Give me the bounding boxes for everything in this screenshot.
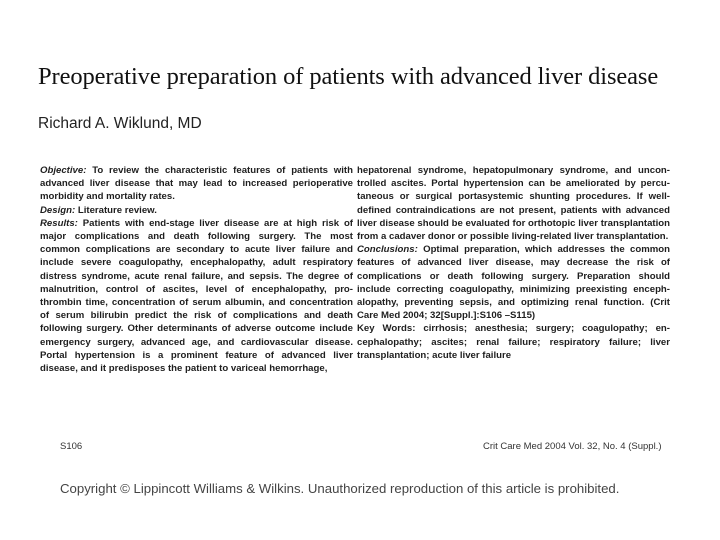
design-label: Design: <box>40 204 76 216</box>
design-paragraph <box>40 204 353 217</box>
design-text: Literature review. <box>75 204 157 216</box>
results-label: Results: <box>40 217 78 229</box>
conclusions-paragraph <box>357 243 670 322</box>
objective-text: To review the characteristic features of patients with advanced liver disease that may lead to increased perioperative morbidity and mortality rates. <box>40 165 353 203</box>
keywords-text: cirrhosis; anesthesia; surgery; coagulopathy; encephalopathy; ascites; renal failure; respiratory failure; liver transplantation; acute liver failure <box>357 323 670 361</box>
conclusions-text: Optimal preparation, which addresses the common features of advanced liver disease, may decrease the risk of complications or death following surgery. Preparation should include correcting coagulopathy, minimizing preexisting encephalopathy, preventing sepsis, and optimizing renal function. (Crit Care Med 2004; 32[Suppl.]:S106 –S115) <box>357 244 670 322</box>
results-text: Patients with end-stage liver disease are at high risk of major complications and death following surgery. The most common complications are secondary to acute liver failure and include severe coagulopathy, encephalopathy, adult respiratory distress syndrome, acute renal failure, and sepsis. The degree of malnutrition, control of ascites, level of encephalopathy, prothrombin time, concentration of serum albumin, and concentration of serum bilirubin predict the risk of complications and death following surgery. Other determinants of adverse outcome include emergency surgery, advanced age, and cardiovascular disease. Portal hypertension is a prominent feature of advanced liver disease, and it predisposes the patient to variceal hemorrhage, <box>40 217 353 375</box>
abstract <box>40 164 670 396</box>
conclusions-label: Conclusions: <box>357 244 418 256</box>
article-author: Richard A. Wiklund, MD <box>38 115 202 132</box>
keywords-label: Key Words: <box>357 323 416 335</box>
journal-reference: Crit Care Med 2004 Vol. 32, No. 4 (Suppl.) <box>483 441 662 452</box>
page-number: S106 <box>60 441 83 452</box>
results-continued: hepatorenal syndrome, hepatopulmonary syndrome, and uncontrolled ascites. Portal hypertension can be ameliorated by percutaneous or surgical portasystemic shunting procedures. If well-defined contraindications are not present, patients with advanced liver disease should be evaluated for orthotopic liver transplantation from a cadaver donor or possible living-related liver transplantation. <box>357 165 670 243</box>
abstract-column-left <box>40 164 353 396</box>
abstract-column-right <box>357 164 670 396</box>
copyright-notice: Copyright © Lippincott Williams & Wilkins. Unauthorized reproduction of this article is prohibited. <box>60 481 620 496</box>
objective-label: Objective: <box>40 165 87 176</box>
article-title: Preoperative preparation of patients with advanced liver disease <box>38 63 659 90</box>
objective-paragraph <box>40 164 353 204</box>
results-paragraph <box>40 217 353 375</box>
keywords-paragraph <box>357 322 670 362</box>
